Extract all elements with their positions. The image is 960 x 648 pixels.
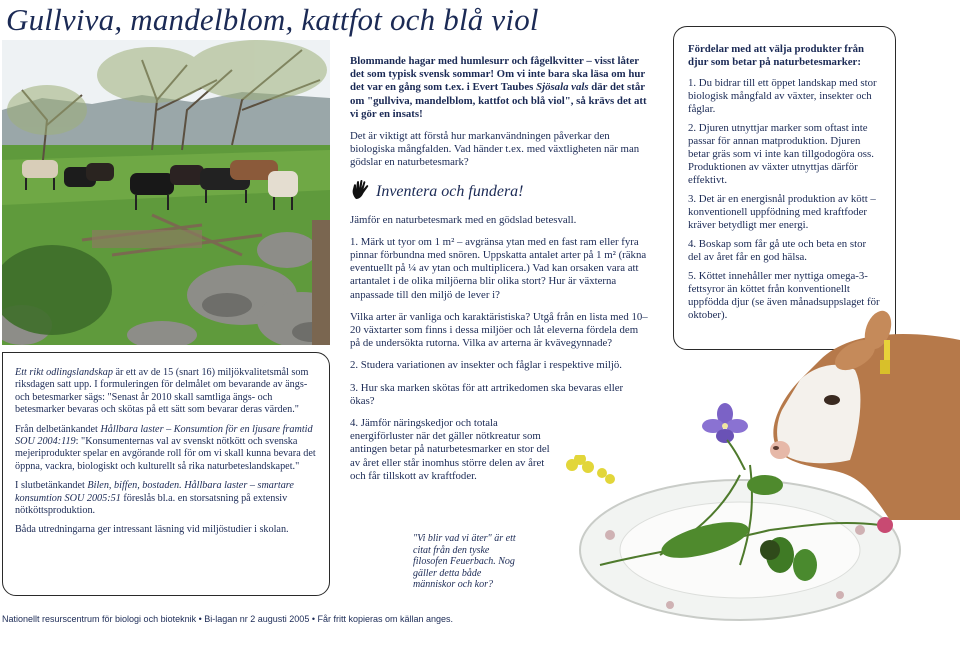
main-article <box>350 55 650 492</box>
page-title: Gullviva, mandelblom, kattfot och blå viol <box>6 2 539 37</box>
pasture-photo <box>2 40 330 345</box>
benefit-item: 5. Köttet innehåller mer nyttiga omega-3-fettsyror än köttet från konventionellt uppfödda djur (se även månadsuppslaget för oktober). <box>688 270 880 321</box>
article-paragraph: Vilka arter är vanliga och karaktäristiska? Utgå från en lista med 10–20 växtarter som finns i dessa miljöer och låt eleverna fördela dem på de undersökta rutorna. Vilka av arterna är kvävegynnade? <box>350 310 648 350</box>
policy-paragraph: I slutbetänkandet Bilen, biffen, bostaden. Hållbara laster – smartare konsumtion SOU 2005:51 föreslås bl.a. en storsatsning på extensiv nötköttsproduktion. <box>15 480 294 517</box>
benefit-item: 4. Boskap som får gå ute och beta en stor del av året får en god hälsa. <box>688 238 867 263</box>
feuerbach-quote: "Vi blir vad vi äter" är ett citat från den tyske filosofen Feuerbach. Nog gäller detta både människor och kor? <box>413 533 516 591</box>
article-paragraph: Det är viktigt att förstå hur markanvändningen påverkar den biologiska mångfalden. Vad händer t.ex. med växtligheten när man gödslar en naturbetesmark? <box>350 130 640 169</box>
policy-paragraph: Båda utredningarna ger intressant läsning vid miljöstudier i skolan. <box>15 524 289 536</box>
benefits-heading: Fördelar med att välja produkter från djur som betar på naturbetesmarker: <box>688 43 865 68</box>
article-paragraph: Jämför en naturbetesmark med en gödslad betesvall. <box>350 213 577 226</box>
policy-paragraph: Från delbetänkandet Hållbara laster – Konsumtion för en ljusare framtid SOU 2004:119: "Konsumenternas val av svenskt nötkött och svenska mejeriprodukter spelar en avgörande roll för om vi skall kunna bevara det öppna, vackra, biologiskt och kulturellt så rika naturbeteslandskapet." <box>15 423 316 472</box>
benefit-item: 2. Djuren utnyttjar marker som oftast inte passar för annan matproduktion. Djuren betar gräs som vi inte kan tillgodogöra oss. Produktionen av växter utnyttjas därför effektivt. <box>688 122 874 186</box>
cow-head-illustration <box>760 300 960 520</box>
benefit-item: 1. Du bidrar till ett öppet landskap med stor biologisk mångfald av växter, insekter och fåglar. <box>688 77 877 115</box>
page-footer: Nationellt resurscentrum för biologi och bioteknik • Bi-lagan nr 2 augusti 2005 • Får fritt kopieras om källan anges. <box>2 614 454 624</box>
article-paragraph: 4. Jämför näringskedjor och totala energiförluster när det gäller nötkreatur som antingen betar på naturbetesmarker en stor del av året eller står inomhus större delen av året och får tillskott av kraftfoder. <box>350 417 550 482</box>
info-box-policy <box>2 352 330 596</box>
benefit-item: 3. Det är en energisnål produktion av kött – konventionell uppfödning med kraftfoder kräver betydligt mer energi. <box>688 193 876 231</box>
section-heading <box>350 179 650 206</box>
article-paragraph: 1. Märk ut tyor om 1 m² – avgränsa ytan med en fast ram eller fyra pinnar förbundna med snören. Uppskatta antalet arter på 1 m² (räkna eventuellt på ¼ av ytan och multiplicera.) Vad kan orsaken vara att artantalet i de olika miljöerna blir olika stort? Hur är växterna anpassade till den miljö de lever i? <box>350 235 647 301</box>
section-title: Inventera och fundera! <box>376 183 524 201</box>
intro-paragraph: Blommande hagar med humlesurr och fågelkvitter – visst låter det som typisk svensk sommar! Om vi inte bara ska läsa om hur det var en gång som t.ex. i Evert Taubes Sjösala vals där det står om "gullviva, mandelblom, kattfot och blå viol", så krävs det att vi gör en insats! <box>350 55 647 120</box>
article-paragraph: 3. Hur ska marken skötas för att artrikedomen ska bevaras eller ökas? <box>350 381 624 407</box>
article-paragraph: 2. Studera variationen av insekter och fåglar i respektive miljö. <box>350 359 622 372</box>
policy-paragraph: Ett rikt odlingslandskap är ett av de 15 (snart 16) miljökvalitetsmål som riksdagen satt upp. I formuleringen för delmålet om bevarande av ängs- och betesmarker sägs: "Senast år 2010 skall samtliga ängs- och betesmarker bevaras och skötas på ett sätt som bevarar deras värden." <box>15 367 309 416</box>
hand-icon <box>350 179 372 206</box>
